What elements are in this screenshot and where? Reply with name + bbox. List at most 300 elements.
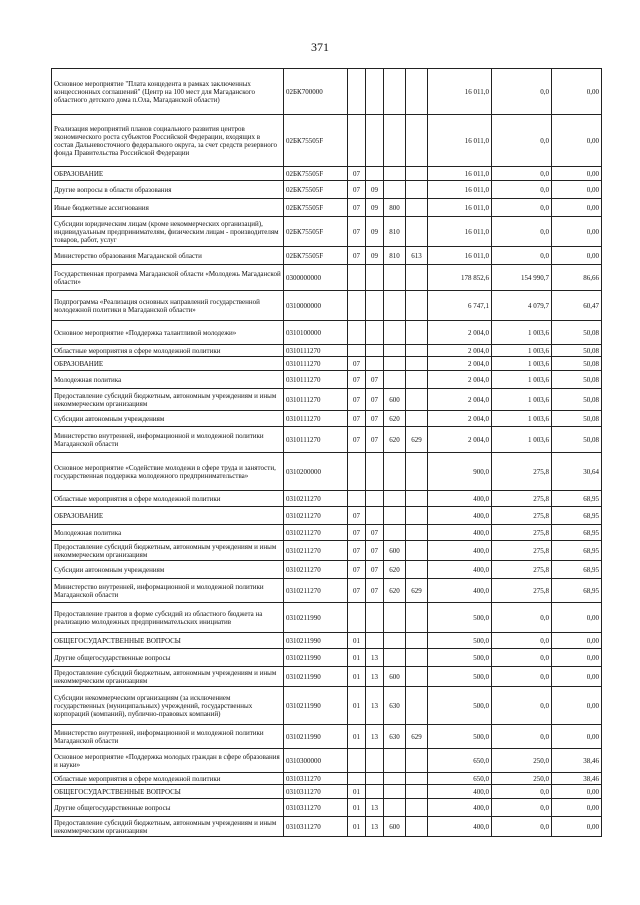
row-administrator-cell [406,453,428,491]
row-plan-cell: 2 004,0 [428,411,492,427]
row-administrator-cell: 613 [406,247,428,265]
row-administrator-cell [406,69,428,115]
row-section-cell [348,603,366,633]
row-name-cell: Подпрограмма «Реализация основных направлений государственной молодежной политики в Магаданской области» [52,291,284,321]
row-subsection-cell [366,785,384,799]
row-name-cell: Основное мероприятие "Плата концедента в рамках заключенных концессионных соглашений" (Центр на 100 мест для Магаданского областного детского дома п.Ола, Магаданской области) [52,69,284,115]
row-code-cell: 0310311270 [284,817,348,837]
row-subsection-cell: 09 [366,181,384,199]
row-expense-type-cell: 620 [384,411,406,427]
row-expense-type-cell [384,371,406,389]
row-name-cell: ОБРАЗОВАНИЕ [52,357,284,371]
table-row [52,453,602,491]
row-plan-cell: 400,0 [428,799,492,817]
row-subsection-cell [366,603,384,633]
table-row [52,749,602,773]
row-actual-cell: 1 003,6 [492,411,552,427]
row-expense-type-cell: 630 [384,725,406,749]
row-name-cell: Другие общегосударственные вопросы [52,799,284,817]
row-plan-cell: 500,0 [428,725,492,749]
row-code-cell: 02БК75505F [284,247,348,265]
row-actual-cell: 0,0 [492,603,552,633]
table-row [52,291,602,321]
row-expense-type-cell: 620 [384,427,406,453]
table-row [52,389,602,411]
row-subsection-cell: 07 [366,427,384,453]
row-code-cell: 0310211990 [284,649,348,667]
row-name-cell: Министерство внутренней, информационной и молодежной политики Магаданской области [52,579,284,603]
table-row [52,773,602,785]
table-row [52,603,602,633]
row-code-cell: 0310311270 [284,785,348,799]
table-row [52,167,602,181]
row-actual-cell: 0,0 [492,649,552,667]
row-section-cell: 01 [348,649,366,667]
row-expense-type-cell: 620 [384,579,406,603]
row-percent-cell: 50,08 [552,427,602,453]
row-subsection-cell: 07 [366,525,384,541]
row-percent-cell: 50,08 [552,371,602,389]
row-subsection-cell [366,773,384,785]
row-percent-cell: 0,00 [552,199,602,217]
row-subsection-cell [366,749,384,773]
row-expense-type-cell [384,749,406,773]
row-section-cell: 07 [348,199,366,217]
row-actual-cell: 275,8 [492,561,552,579]
row-name-cell: Областные мероприятия в сфере молодежной политики [52,773,284,785]
row-administrator-cell [406,785,428,799]
row-percent-cell: 50,08 [552,411,602,427]
row-subsection-cell: 07 [366,389,384,411]
row-name-cell: Субсидии автономным учреждениям [52,411,284,427]
table-row [52,579,602,603]
row-section-cell: 07 [348,247,366,265]
row-plan-cell: 16 011,0 [428,167,492,181]
row-section-cell: 07 [348,389,366,411]
row-expense-type-cell: 810 [384,247,406,265]
row-section-cell: 07 [348,181,366,199]
row-code-cell: 0310311270 [284,799,348,817]
row-administrator-cell [406,687,428,725]
row-plan-cell: 400,0 [428,817,492,837]
row-actual-cell: 1 003,6 [492,321,552,345]
row-subsection-cell [366,357,384,371]
row-actual-cell: 250,0 [492,773,552,785]
row-section-cell [348,491,366,507]
row-subsection-cell: 13 [366,817,384,837]
row-section-cell: 07 [348,371,366,389]
row-expense-type-cell [384,453,406,491]
row-actual-cell: 0,0 [492,817,552,837]
row-name-cell: Министерство внутренней, информационной и молодежной политики Магаданской области [52,427,284,453]
row-administrator-cell: 629 [406,579,428,603]
table-row [52,247,602,265]
row-administrator-cell [406,371,428,389]
row-plan-cell: 2 004,0 [428,345,492,357]
row-section-cell: 07 [348,217,366,247]
row-code-cell: 02БК75505F [284,167,348,181]
row-administrator-cell [406,817,428,837]
row-percent-cell: 0,00 [552,799,602,817]
row-administrator-cell [406,491,428,507]
table-row [52,667,602,687]
table-row [52,265,602,291]
row-code-cell: 02БК700000 [284,69,348,115]
row-plan-cell: 400,0 [428,525,492,541]
row-expense-type-cell [384,357,406,371]
row-subsection-cell [366,167,384,181]
row-expense-type-cell [384,649,406,667]
row-code-cell: 0310311270 [284,773,348,785]
row-percent-cell: 50,08 [552,345,602,357]
row-section-cell: 07 [348,525,366,541]
row-name-cell: Государственная программа Магаданской области «Молодежь Магаданской области» [52,265,284,291]
row-code-cell: 0310300000 [284,749,348,773]
row-expense-type-cell [384,181,406,199]
table-row [52,321,602,345]
row-plan-cell: 2 004,0 [428,389,492,411]
table-row [52,507,602,525]
row-subsection-cell: 07 [366,371,384,389]
row-expense-type-cell [384,507,406,525]
table-row [52,525,602,541]
table-row [52,345,602,357]
row-name-cell: Основное мероприятие «Поддержка талантливой молодежи» [52,321,284,345]
row-expense-type-cell [384,491,406,507]
row-percent-cell: 60,47 [552,291,602,321]
row-name-cell: Предоставление субсидий бюджетным, автономным учреждениям и иным некоммерческим организациям [52,541,284,561]
row-plan-cell: 650,0 [428,749,492,773]
row-name-cell: Предоставление субсидий бюджетным, автономным учреждениям и иным некоммерческим организациям [52,667,284,687]
row-plan-cell: 16 011,0 [428,217,492,247]
row-name-cell: Областные мероприятия в сфере молодежной политики [52,345,284,357]
row-actual-cell: 0,0 [492,799,552,817]
row-code-cell: 0310111270 [284,411,348,427]
table-row [52,427,602,453]
table-row [52,411,602,427]
row-actual-cell: 0,0 [492,69,552,115]
row-actual-cell: 0,0 [492,217,552,247]
table-row [52,785,602,799]
row-expense-type-cell [384,633,406,649]
row-section-cell: 07 [348,411,366,427]
row-code-cell: 02БК75505F [284,181,348,199]
row-percent-cell: 0,00 [552,633,602,649]
row-actual-cell: 0,0 [492,199,552,217]
row-percent-cell: 0,00 [552,181,602,199]
row-actual-cell: 0,0 [492,633,552,649]
row-plan-cell: 16 011,0 [428,69,492,115]
row-actual-cell: 1 003,6 [492,427,552,453]
row-plan-cell: 2 004,0 [428,357,492,371]
row-subsection-cell: 13 [366,649,384,667]
row-code-cell: 0310211990 [284,667,348,687]
row-percent-cell: 68,95 [552,579,602,603]
row-section-cell [348,345,366,357]
row-name-cell: ОБЩЕГОСУДАРСТВЕННЫЕ ВОПРОСЫ [52,633,284,649]
row-section-cell: 07 [348,357,366,371]
row-name-cell: Реализация мероприятий планов социального развития центров экономического роста субъектов Российской Федерации, входящих в состав Дальневосточного федерального округа, за счет средств резервного фонда Правительства Российской Федерации [52,115,284,167]
row-plan-cell: 16 011,0 [428,115,492,167]
row-code-cell: 0310111270 [284,389,348,411]
row-name-cell: Субсидии автономным учреждениям [52,561,284,579]
table-row [52,561,602,579]
row-actual-cell: 275,8 [492,579,552,603]
table-row [52,69,602,115]
row-expense-type-cell: 600 [384,817,406,837]
row-subsection-cell: 07 [366,541,384,561]
row-subsection-cell [366,507,384,525]
row-section-cell [348,773,366,785]
row-percent-cell: 30,64 [552,453,602,491]
row-expense-type-cell [384,321,406,345]
row-subsection-cell [366,491,384,507]
row-expense-type-cell: 600 [384,389,406,411]
row-plan-cell: 2 004,0 [428,371,492,389]
row-subsection-cell: 09 [366,217,384,247]
row-section-cell [348,321,366,345]
row-administrator-cell [406,389,428,411]
row-subsection-cell [366,115,384,167]
row-section-cell: 01 [348,799,366,817]
table-body [52,69,602,837]
row-actual-cell: 275,8 [492,525,552,541]
row-section-cell: 01 [348,817,366,837]
row-percent-cell: 0,00 [552,649,602,667]
row-actual-cell: 0,0 [492,725,552,749]
table-row [52,181,602,199]
table-row [52,371,602,389]
row-section-cell [348,265,366,291]
row-plan-cell: 400,0 [428,541,492,561]
row-administrator-cell [406,749,428,773]
row-subsection-cell: 13 [366,687,384,725]
row-plan-cell: 16 011,0 [428,247,492,265]
row-name-cell: Субсидии некоммерческим организациям (за исключением государственных (муниципальных) учреждений, государственных корпораций (компаний), публично-правовых компаний) [52,687,284,725]
row-plan-cell: 500,0 [428,667,492,687]
row-administrator-cell [406,507,428,525]
table-row [52,541,602,561]
table-row [52,357,602,371]
row-code-cell: 0310211990 [284,687,348,725]
row-subsection-cell [366,633,384,649]
row-administrator-cell [406,561,428,579]
row-code-cell: 02БК75505F [284,217,348,247]
row-plan-cell: 178 852,6 [428,265,492,291]
row-code-cell: 0310200000 [284,453,348,491]
row-subsection-cell: 09 [366,199,384,217]
row-plan-cell: 16 011,0 [428,199,492,217]
row-name-cell: Предоставление субсидий бюджетным, автономным учреждениям и иным некоммерческим организациям [52,389,284,411]
row-name-cell: Другие общегосударственные вопросы [52,649,284,667]
row-section-cell: 07 [348,541,366,561]
row-actual-cell: 1 003,6 [492,371,552,389]
row-expense-type-cell [384,525,406,541]
row-name-cell: Другие вопросы в области образования [52,181,284,199]
row-administrator-cell: 629 [406,427,428,453]
row-code-cell: 0310111270 [284,427,348,453]
row-administrator-cell [406,525,428,541]
row-expense-type-cell [384,115,406,167]
row-plan-cell: 400,0 [428,491,492,507]
row-subsection-cell: 13 [366,799,384,817]
row-expense-type-cell: 600 [384,541,406,561]
row-expense-type-cell [384,291,406,321]
row-name-cell: Молодежная политика [52,371,284,389]
table-row [52,799,602,817]
row-administrator-cell [406,167,428,181]
row-actual-cell: 275,8 [492,453,552,491]
row-code-cell: 0310211990 [284,725,348,749]
row-percent-cell: 50,08 [552,389,602,411]
row-subsection-cell: 07 [366,411,384,427]
row-percent-cell: 0,00 [552,217,602,247]
row-administrator-cell [406,181,428,199]
row-section-cell: 01 [348,667,366,687]
row-name-cell: ОБЩЕГОСУДАРСТВЕННЫЕ ВОПРОСЫ [52,785,284,799]
row-section-cell: 07 [348,167,366,181]
row-subsection-cell: 07 [366,561,384,579]
row-section-cell: 07 [348,427,366,453]
row-expense-type-cell: 800 [384,199,406,217]
row-actual-cell: 1 003,6 [492,357,552,371]
page-number: 371 [311,40,329,54]
row-code-cell: 0300000000 [284,265,348,291]
row-administrator-cell [406,265,428,291]
row-subsection-cell [366,321,384,345]
row-administrator-cell [406,115,428,167]
row-code-cell: 0310100000 [284,321,348,345]
row-code-cell: 0310211990 [284,633,348,649]
row-section-cell [348,291,366,321]
row-expense-type-cell [384,69,406,115]
row-name-cell: Предоставление грантов в форме субсидий из областного бюджета на реализацию молодежных предпринимательских инициатив [52,603,284,633]
row-percent-cell: 50,08 [552,321,602,345]
row-administrator-cell [406,321,428,345]
row-subsection-cell: 13 [366,725,384,749]
row-administrator-cell [406,773,428,785]
row-expense-type-cell [384,345,406,357]
row-actual-cell: 154 990,7 [492,265,552,291]
row-code-cell: 0310111270 [284,345,348,357]
row-expense-type-cell: 620 [384,561,406,579]
table-row [52,687,602,725]
row-section-cell [348,115,366,167]
row-subsection-cell [366,291,384,321]
row-section-cell: 01 [348,687,366,725]
row-percent-cell: 0,00 [552,725,602,749]
row-plan-cell: 500,0 [428,649,492,667]
row-code-cell: 0310211270 [284,525,348,541]
row-percent-cell: 38,46 [552,749,602,773]
row-code-cell: 0310211270 [284,579,348,603]
row-section-cell [348,749,366,773]
row-code-cell: 0310211270 [284,507,348,525]
row-name-cell: Основное мероприятие «Поддержка молодых граждан в сфере образования и науки» [52,749,284,773]
row-percent-cell: 0,00 [552,115,602,167]
row-code-cell: 0310211270 [284,561,348,579]
row-plan-cell: 500,0 [428,687,492,725]
row-expense-type-cell [384,265,406,291]
row-percent-cell: 0,00 [552,603,602,633]
row-actual-cell: 0,0 [492,687,552,725]
row-percent-cell: 68,95 [552,525,602,541]
row-percent-cell: 0,00 [552,247,602,265]
row-name-cell: Субсидии юридическим лицам (кроме некоммерческих организаций), индивидуальным предпринимателям, физическим лицам - производителям товаров, работ, услуг [52,217,284,247]
table-row [52,649,602,667]
row-percent-cell: 68,95 [552,541,602,561]
row-expense-type-cell: 630 [384,687,406,725]
row-subsection-cell: 07 [366,579,384,603]
row-plan-cell: 900,0 [428,453,492,491]
row-name-cell: ОБРАЗОВАНИЕ [52,167,284,181]
row-code-cell: 02БК75505F [284,199,348,217]
row-administrator-cell [406,345,428,357]
row-plan-cell: 500,0 [428,603,492,633]
row-subsection-cell [366,345,384,357]
row-expense-type-cell [384,773,406,785]
row-actual-cell: 0,0 [492,667,552,687]
row-actual-cell: 1 003,6 [492,345,552,357]
row-expense-type-cell [384,799,406,817]
row-plan-cell: 500,0 [428,633,492,649]
row-administrator-cell [406,603,428,633]
row-percent-cell: 68,95 [552,561,602,579]
row-actual-cell: 275,8 [492,491,552,507]
row-plan-cell: 400,0 [428,561,492,579]
row-actual-cell: 0,0 [492,167,552,181]
row-code-cell: 0310111270 [284,371,348,389]
row-expense-type-cell: 600 [384,667,406,687]
row-percent-cell: 0,00 [552,785,602,799]
row-code-cell: 0310211990 [284,603,348,633]
row-plan-cell: 6 747,1 [428,291,492,321]
row-plan-cell: 16 011,0 [428,181,492,199]
row-percent-cell: 68,95 [552,507,602,525]
table-row [52,491,602,507]
budget-table [51,68,602,837]
row-subsection-cell [366,453,384,491]
row-plan-cell: 2 004,0 [428,427,492,453]
row-section-cell: 07 [348,579,366,603]
row-name-cell: Молодежная политика [52,525,284,541]
row-percent-cell: 86,66 [552,265,602,291]
row-plan-cell: 400,0 [428,507,492,525]
row-percent-cell: 0,00 [552,167,602,181]
row-code-cell: 0310111270 [284,357,348,371]
row-actual-cell: 0,0 [492,247,552,265]
row-expense-type-cell [384,167,406,181]
row-percent-cell: 68,95 [552,491,602,507]
row-administrator-cell [406,217,428,247]
row-section-cell: 01 [348,725,366,749]
row-plan-cell: 2 004,0 [428,321,492,345]
row-subsection-cell: 09 [366,247,384,265]
row-section-cell [348,453,366,491]
row-actual-cell: 1 003,6 [492,389,552,411]
table-row [52,633,602,649]
row-actual-cell: 4 079,7 [492,291,552,321]
row-administrator-cell [406,199,428,217]
row-administrator-cell [406,799,428,817]
row-name-cell: Основное мероприятие «Содействие молодежи в сфере труда и занятости, государственная поддержка молодежного предпринимательства» [52,453,284,491]
row-subsection-cell [366,69,384,115]
row-plan-cell: 400,0 [428,579,492,603]
row-administrator-cell [406,649,428,667]
row-percent-cell: 0,00 [552,69,602,115]
row-administrator-cell [406,411,428,427]
table-row [52,725,602,749]
